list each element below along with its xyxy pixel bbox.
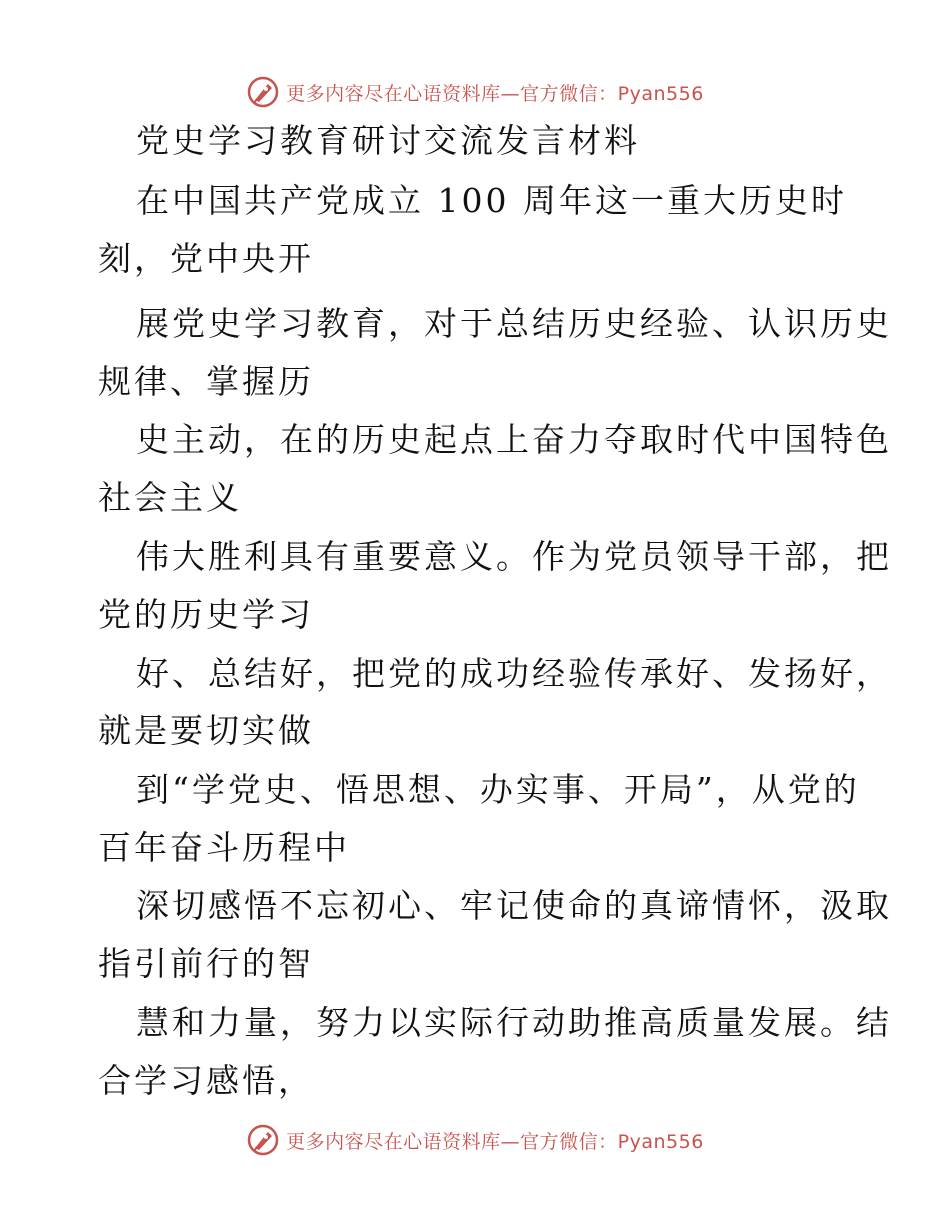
paragraph-line: 规律、掌握历	[98, 362, 314, 401]
paragraph-line: 党的历史学习	[98, 595, 314, 634]
paragraph-line: 史主动，在的历史起点上奋力夺取时代中国特色	[136, 420, 892, 459]
paragraph-line: 好、总结好，把党的成功经验传承好、发扬好，	[136, 654, 892, 693]
paragraph-line: 在中国共产党成立 100 周年这一重大历史时	[136, 181, 847, 220]
paragraph-line: 慧和力量，努力以实际行动助推高质量发展。结	[136, 1003, 892, 1042]
header-watermark	[0, 72, 950, 112]
paragraph-line: 合学习感悟，	[98, 1061, 314, 1100]
paragraph-line: 伟大胜利具有重要意义。作为党员领导干部，把	[136, 537, 892, 576]
watermark-text: 更多内容尽在心语资料库—官方微信：Pyan556	[286, 1130, 704, 1153]
paragraph-line: 百年奋斗历程中	[98, 828, 350, 867]
paragraph-line: 刻，党中央开	[98, 239, 314, 278]
paragraph-line: 深切感悟不忘初心、牢记使命的真谛情怀，汲取	[136, 886, 892, 925]
paragraph-line: 展党史学习教育，对于总结历史经验、认识历史	[136, 304, 892, 343]
pen-nib-logo-icon	[246, 1123, 280, 1157]
pen-nib-logo-icon	[246, 75, 280, 109]
document-title: 党史学习教育研讨交流发言材料	[136, 121, 640, 160]
paragraph-line: 就是要切实做	[98, 711, 314, 750]
paragraph-line: 社会主义	[98, 478, 242, 517]
paragraph-line: 指引前行的智	[98, 944, 314, 983]
footer-watermark	[0, 1120, 950, 1160]
paragraph-line: 到“学党史、悟思想、办实事、开局”，从党的	[136, 770, 860, 809]
watermark-text: 更多内容尽在心语资料库—官方微信：Pyan556	[286, 82, 704, 105]
